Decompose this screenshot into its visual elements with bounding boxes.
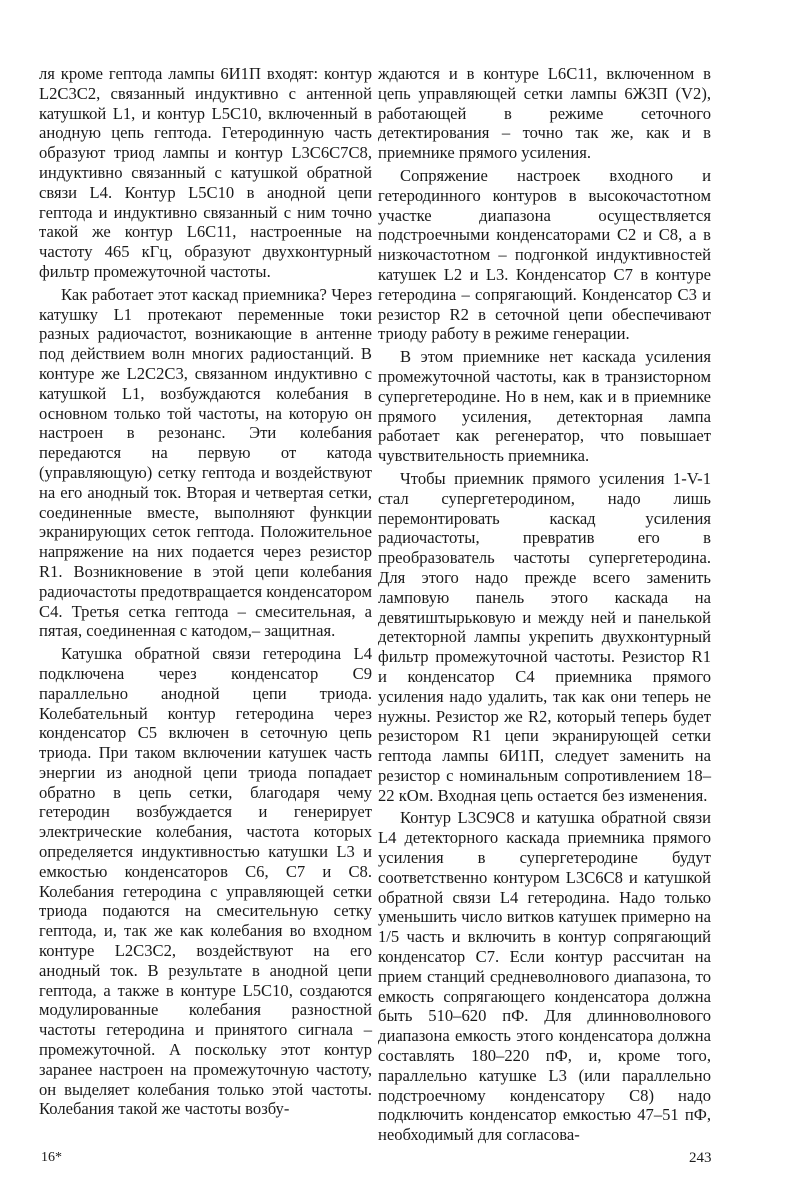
paragraph: Чтобы приемник прямого усиления 1-V-1 стал супергетеродином, надо лишь перемонтировать каскад усиления радиочастоты, превратив его в преобразователь частоты супергетеродина. Для этого надо прежде всего заменить ламповую панель этого каскада на девятиштырьковую и между ней и панелькой детекторной лампы укрепить двухконтурный фильтр промежуточной частоты. Резистор R1 и конденсатор C4 приемника прямого усиления надо удалить, так как они теперь не нужны. Резистор же R2, который теперь будет резистором R1 цепи экранирующей сетки гептода лампы 6И1П, следует заменить на резистор с номинальным сопротивлением 18–22 кОм. Входная цепь остается без изменения. (378, 468, 711, 805)
paragraph: ля кроме гептода лампы 6И1П входят: контур L2C3C2, связанный индуктивно с антенной катушкой L1, и контур L5C10, включенный в анодную цепь гептода. Гетеродинную часть образуют триод лампы и контур L3C6C7C8, индуктивно связанный с катушкой обратной связи L4. Контур L5C10 в анодной цепи гептода и индуктивно связанный с ним точно такой же контур L6C11, настроенные на частоту 465 кГц, образуют двухконтурный фильтр промежуточной частоты. (39, 64, 372, 281)
left-text-column (39, 64, 372, 1119)
right-text-column (378, 64, 711, 1145)
signature-mark: 16* (41, 1150, 62, 1165)
paragraph: Катушка обратной связи гетеродина L4 подключена через конденсатор C9 параллельно анодной цепи триода. Колебательный контур гетеродина через конденсатор C5 включен в сеточную цепь триода. При таком включении катушек часть энергии из анодной цепи триода попадает обратно в цепь сетки, благодаря чему гетеродин возбуждается и генерирует электрические колебания, частота которых определяется индуктивностью катушки L3 и емкостью конденсаторов C6, C7 и C8. Колебания гетеродина с управляющей сетки триода подаются на смесительную сетку гептода, и, так же как колебания во входном контуре L2C3C2, воздействуют на его анодный ток. В результате в анодной цепи гептода, а также в контуре L5C10, создаются модулированные колебания разностной частоты гетеродина и принятого сигнала – промежуточной. А поскольку этот контур заранее настроен на промежуточную частоту, он выделяет колебания только этой частоты. Колебания такой же частоты возбу- (39, 644, 372, 1119)
paragraph: Контур L3C9C8 и катушка обратной связи L4 детекторного каскада приемника прямого усиления в супергетеродине будут соответственно контуром L3C6C8 и катушкой обратной связи L4 гетеродина. Надо только уменьшить число витков катушек примерно на 1/5 часть и включить в контур сопрягающий конденсатор C7. Если контур рассчитан на прием станций средневолнового диапазона, то емкость сопрягающего конденсатора должна быть 510–620 пФ. Для длинноволнового диапазона емкость этого конденсатора должна составлять 180–220 пФ, и, кроме того, параллельно катушке L3 (или параллельно подстроечному конденсатору C8) надо подключить конденсатор емкостью 47–51 пФ, необходимый для согласова- (378, 808, 711, 1145)
page-number: 243 (689, 1150, 712, 1166)
paragraph: В этом приемнике нет каскада усиления промежуточной частоты, как в транзисторном супергетеродине. Но в нем, как и в приемнике прямого усиления, детекторная лампа работает как регенератор, что повышает чувствительность приемника. (378, 347, 711, 466)
paragraph: Как работает этот каскад приемника? Через катушку L1 протекают переменные токи разных радиочастот, возникающие в антенне под действием волн многих радиостанций. В контуре же L2C2C3, связанном индуктивно с катушкой L1, возбуждаются колебания в основном только той частоты, на которую он настроен в резонанс. Эти колебания передаются на первую от катода (управляющую) сетку гептода и воздействуют на его анодный ток. Вторая и четвертая сетки, соединенные вместе, выполняют функции экранирующих сеток гептода. Положительное напряжение на них подается через резистор R1. Возникновение в этой цепи колебания радиочастоты предотвращается конденсатором C4. Третья сетка гептода – смесительная, а пятая, соединенная с катодом,– защитная. (39, 284, 372, 641)
paragraph: Сопряжение настроек входного и гетеродинного контуров в высокочастотном участке диапазона осуществляется подстроечными конденсаторами C2 и C8, а в низкочастотном – подгонкой индуктивностей катушек L2 и L3. Конденсатор C7 в контуре гетеродина – сопрягающий. Конденсатор C3 и резистор R2 в сеточной цепи обеспечивают триоду работу в режиме генерации. (378, 165, 711, 344)
paragraph: ждаются и в контуре L6C11, включенном в цепь управляющей сетки лампы 6Ж3П (V2), работающей в режиме сеточного детектирования – точно так же, как и в приемнике прямого усиления. (378, 64, 711, 163)
